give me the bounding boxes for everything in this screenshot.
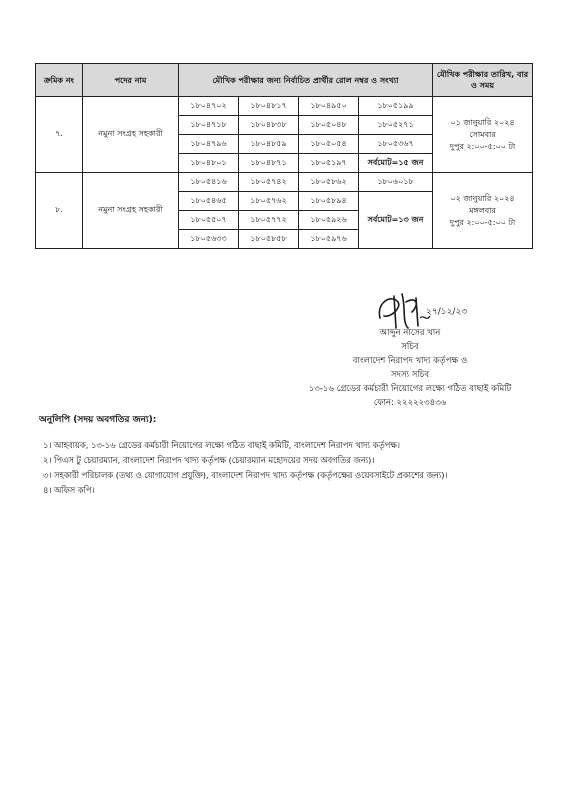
roll-cell: ১৮০৫০৫৪ — [299, 135, 359, 154]
total-cell: সর্বমোট=১৫ জন — [359, 154, 433, 173]
roll-cell: ১৮০৫৭৪২ — [239, 173, 299, 192]
roll-cell: ১৮০৫৭৬২ — [239, 192, 299, 211]
roll-cell: ১৮০৫৮৫৮ — [239, 230, 299, 249]
signatory-org: বাংলাদেশ নিরাপদ খাদ্য কর্তৃপক্ষ ও — [352, 356, 468, 366]
roll-cell: ১৮০৫৫০৭ — [179, 211, 239, 230]
serial-cell: ৮. — [36, 173, 83, 249]
roll-cell: ১৮০৪৭০২ — [179, 97, 239, 116]
roll-cell: ১৮০৫৩৬৭ — [359, 135, 433, 154]
header-serial: ক্রমিক নং — [36, 64, 83, 97]
total-cell: সর্বমোট=১৩ জন — [359, 192, 433, 249]
roll-cell: ১৮০৫৬৩৩ — [179, 230, 239, 249]
header-post: পদের নাম — [83, 64, 179, 97]
roll-cell: ১৮০৪৮৫৯ — [239, 135, 299, 154]
roll-cell: ১৮০৪৮০১ — [179, 154, 239, 173]
schedule-day: সোমবার — [469, 129, 496, 139]
list-item: ৪। অফিস কপি। — [43, 485, 95, 495]
roll-cell: ১৮০৬০১৮ — [359, 173, 433, 192]
post-cell: নমুনা সংগ্রহ সহকারী — [83, 97, 179, 173]
signature-date: ২৭/১২/২৩ — [426, 307, 468, 317]
roll-cell: ১৮০৫১৯৯ — [359, 97, 433, 116]
schedule-day: মঙ্গলবার — [469, 205, 496, 215]
header-rolls: মৌখিক পরীক্ষার জন্য নির্বাচিত প্রার্থীর রোল নম্বর ও সংখ্যা — [179, 64, 433, 97]
table-header-row — [36, 64, 533, 97]
schedule-date: ০১ জানুয়ারি ২০২৪ — [450, 117, 515, 127]
post-cell: নমুনা সংগ্রহ সহকারী — [83, 173, 179, 249]
roll-cell: ১৮০৪৯৫০ — [299, 97, 359, 116]
list-item: ৩। সহকারী পরিচালক (তথ্য ও যোগাযোগ প্রযুক্তি), বাংলাদেশ নিরাপদ খাদ্য কর্তৃপক্ষ (কর্তৃপক্ষের ওয়েবসাইটে প্রকাশের জন্য)। — [43, 470, 448, 480]
signatory-phone: ফোন: ২২২২২৩৪৩৬ — [373, 398, 447, 408]
cc-list — [43, 438, 447, 498]
table-row — [36, 173, 533, 192]
schedule-time: দুপুর ২:০০-৫:০০ টা — [449, 217, 516, 227]
list-item: ১। আহবায়ক, ১৩-১৬ গ্রেডের কর্মচারী নিয়োগের লক্ষ্যে গঠিত বাছাই কমিটি, বাংলাদেশ নিরাপদ খাদ্য কর্তৃপক্ষ। — [43, 440, 400, 450]
signatory-role: সদস্য সচিব — [390, 370, 430, 380]
roll-cell: ১৮০৫৭৭২ — [239, 211, 299, 230]
list-item: ২। পিএস টু চেয়ারম্যান, বাংলাদেশ নিরাপদ খাদ্য কর্তৃপক্ষ (চেয়ারম্যান মহোদয়ের সদয় অবগতির জন্য)। — [43, 455, 375, 465]
roll-cell: ১৮০৫৪১৬ — [179, 173, 239, 192]
roll-cell: ১৮০৫৪৬৫ — [179, 192, 239, 211]
signature-block — [260, 326, 560, 410]
roll-cell: ১৮০৫৮৯৪ — [299, 192, 359, 211]
schedule-cell — [433, 173, 533, 249]
schedule-date: ০২ জানুয়ারি ২০২৪ — [450, 193, 515, 203]
signatory-committee: ১৩-১৬ গ্রেডের কর্মচারী নিয়োগের লক্ষ্যে গঠিত বাছাই কমিটি — [308, 384, 512, 394]
roll-cell: ১৮০৪৭১৮ — [179, 116, 239, 135]
signatory-title: সচিব — [401, 342, 419, 352]
roll-cell: ১৮০৪৮৭১ — [239, 154, 299, 173]
roll-cell: ১৮০৪৮৩৮ — [239, 116, 299, 135]
exam-schedule-table — [35, 63, 533, 249]
serial-cell: ৭. — [36, 97, 83, 173]
roll-cell: ১৮০৫৮৬২ — [299, 173, 359, 192]
roll-cell: ১৮০৫০৪৮ — [299, 116, 359, 135]
roll-cell: ১৮০৫৯৭৬ — [299, 230, 359, 249]
header-schedule: মৌখিক পরীক্ষার তারিখ, বার ও সময় — [433, 64, 533, 97]
schedule-time: দুপুর ২:০০-৫:০০ টা — [449, 141, 516, 151]
roll-cell: ১৮০৫১৯৭ — [299, 154, 359, 173]
roll-cell: ১৮০৫২৭১ — [359, 116, 433, 135]
table-row — [36, 97, 533, 116]
schedule-cell — [433, 97, 533, 173]
roll-cell: ১৮০৪৮১৭ — [239, 97, 299, 116]
roll-cell: ১৮০৪৭৯৬ — [179, 135, 239, 154]
cc-title: অনুলিপি (সদয় অবগতির জন্য): — [39, 415, 157, 425]
signatory-name: আব্দুন নাসের খান — [379, 328, 441, 338]
roll-cell: ১৮০৫৯২৬ — [299, 211, 359, 230]
